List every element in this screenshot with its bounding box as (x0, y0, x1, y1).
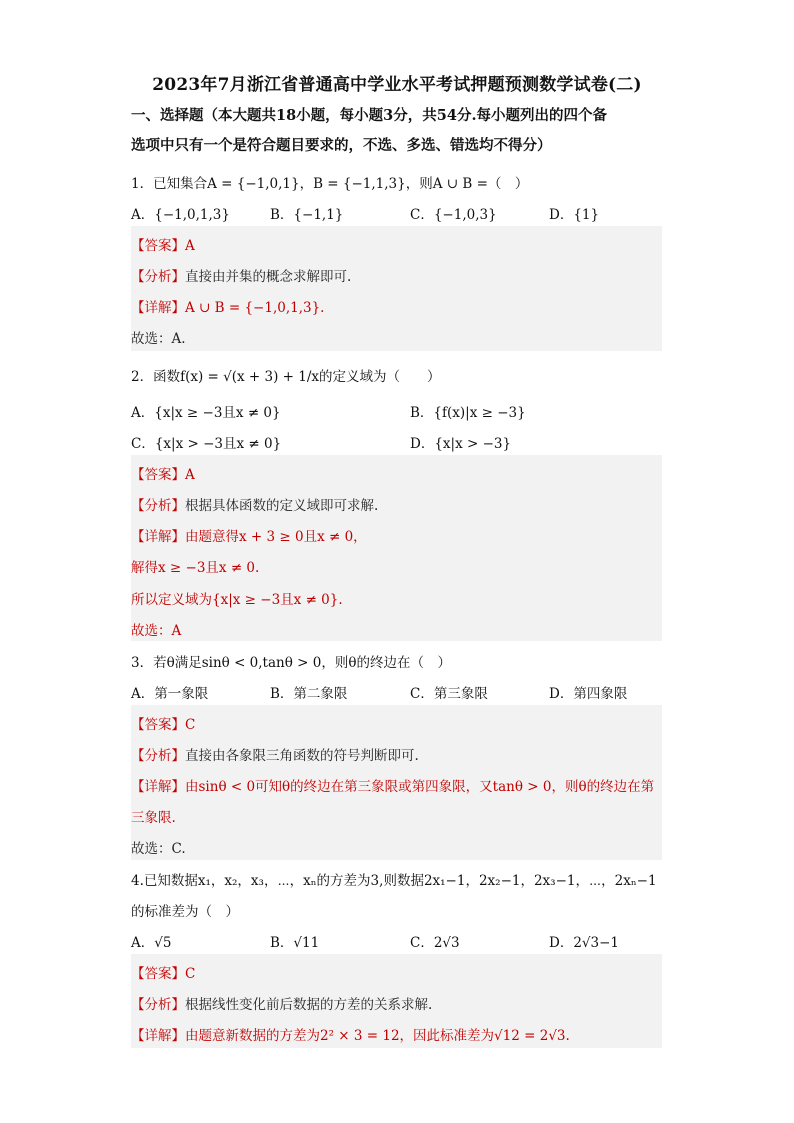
q1-stem: 1．已知集合A = {−1,0,1}，B = {−1,1,3}，则A ∪ B =（ ） (131, 176, 529, 192)
q2-detail-2: 解得x ≥ −3且x ≠ 0. (131, 560, 260, 576)
q2-answer: 【答案】A (131, 467, 195, 483)
q3-option-c: C．第三象限 (410, 686, 488, 702)
q3-detail: 【详解】由sinθ < 0可知θ的终边在第三象限或第四象限，又tanθ > 0，则θ的终边在第 (131, 779, 655, 795)
page-title: 2023年7月浙江省普通高中学业水平考试押题预测数学试卷(二) (152, 75, 642, 95)
section-line-1: 一、选择题（本大题共18小题，每小题3分，共54分.每小题列出的四个备 (131, 107, 607, 124)
q2-analysis: 【分析】根据具体函数的定义域即可求解. (131, 498, 379, 514)
q3-conclusion: 故选：C. (131, 841, 186, 857)
q2-option-d: D．{x|x > −3} (410, 436, 512, 452)
q2-detail-3: 所以定义域为{x|x ≥ −3且x ≠ 0}. (131, 592, 343, 608)
q1-answer: 【答案】A (131, 238, 195, 254)
q1-option-c: C．{−1,0,3} (410, 207, 497, 223)
q1-option-a: A．{−1,0,1,3} (131, 207, 230, 223)
q2-solution-box (131, 455, 662, 641)
q1-conclusion: 故选：A. (131, 331, 186, 347)
section-line-2: 选项中只有一个是符合题目要求的，不选、多选、错选均不得分） (131, 137, 552, 154)
q4-option-b: B．√11 (270, 935, 320, 951)
q4-option-a: A．√5 (131, 935, 172, 951)
q2-conclusion: 故选：A (131, 623, 182, 639)
q3-answer: 【答案】C (131, 717, 196, 733)
q2-option-b: B．{f(x)|x ≥ −3} (410, 405, 526, 421)
q3-option-d: D．第四象限 (549, 686, 628, 702)
q2-option-a: A．{x|x ≥ −3且x ≠ 0} (131, 405, 281, 421)
q3-analysis: 【分析】直接由各象限三角函数的符号判断即可. (131, 748, 419, 764)
q3-option-b: B．第二象限 (270, 686, 348, 702)
q3-option-a: A．第一象限 (131, 686, 209, 702)
q3-detail-2: 三象限. (131, 810, 176, 826)
q2-detail: 【详解】由题意得x + 3 ≥ 0且x ≠ 0， (131, 529, 367, 545)
q1-analysis: 【分析】直接由并集的概念求解即可. (131, 269, 352, 285)
q1-option-d: D．{1} (549, 207, 600, 223)
q2-option-c: C．{x|x > −3且x ≠ 0} (131, 436, 282, 452)
q4-answer: 【答案】C (131, 966, 196, 982)
q4-stem-2: 的标准差为（ ） (131, 904, 239, 920)
q2-stem: 2．函数f(x) = √(x + 3) + 1/x的定义域为（ ） (131, 369, 441, 385)
q3-stem: 3．若θ满足sinθ < 0,tanθ > 0，则θ的终边在（ ） (131, 655, 451, 671)
q1-solution-box (131, 226, 662, 351)
q4-stem: 4.已知数据x₁，x₂，x₃，⋯，xₙ的方差为3,则数据2x₁−1，2x₂−1，2x₃−1，⋯，2xₙ−1 (131, 873, 657, 889)
q4-option-c: C．2√3 (410, 935, 460, 951)
q4-analysis: 【分析】根据线性变化前后数据的方差的关系求解. (131, 997, 433, 1013)
q4-option-d: D．2√3−1 (549, 935, 620, 951)
q1-detail: 【详解】A ∪ B = {−1,0,1,3}. (131, 300, 325, 316)
q1-option-b: B．{−1,1} (270, 207, 344, 223)
q4-detail: 【详解】由题意新数据的方差为2² × 3 = 12，因此标准差为√12 = 2√3. (131, 1028, 570, 1044)
section-heading (131, 101, 671, 161)
